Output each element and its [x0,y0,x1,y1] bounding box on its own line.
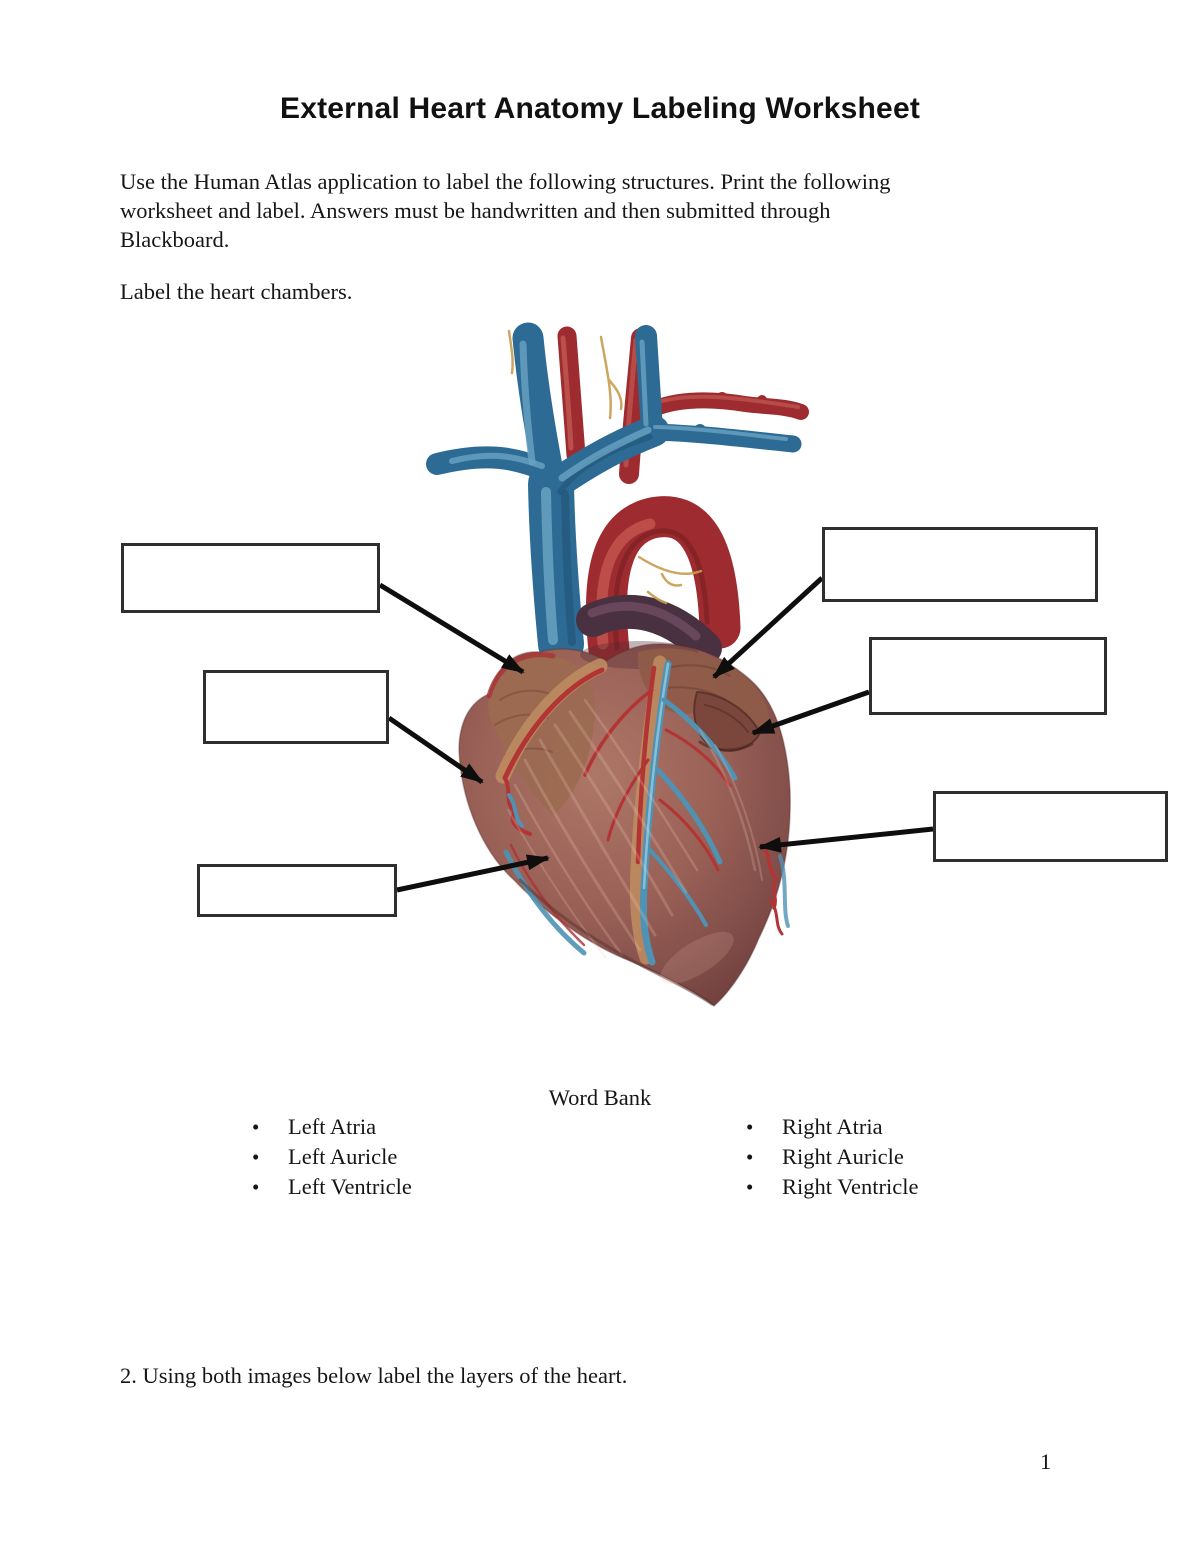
word-bank-item [252,1172,412,1202]
heart-illustration [437,331,801,1006]
heart-body [459,641,790,1006]
bullet-icon: • [252,1145,260,1169]
bullet-icon: • [746,1115,754,1139]
label-arrow-1 [380,585,523,672]
bullet-icon: • [252,1175,260,1199]
word-bank-left-list [252,1112,412,1202]
question-2-text: 2. Using both images below label the layers of the heart. [120,1363,628,1388]
bullet-icon: • [746,1145,754,1169]
bullet-icon: • [746,1175,754,1199]
word-bank-right-list [746,1112,918,1202]
word-bank-item [746,1112,918,1142]
word-bank-item [252,1142,412,1172]
intro-line-2: worksheet and label. Answers must be handwritten and then submitted through [120,198,831,223]
word-bank-item-label: Left Atria [288,1114,377,1139]
word-bank-item [746,1172,918,1202]
word-bank-item-label: Left Ventricle [288,1174,412,1199]
word-bank-item [252,1112,412,1142]
page-title: External Heart Anatomy Labeling Worksheet [279,92,921,125]
page-number: 1 [1040,1449,1052,1474]
answer-box-4[interactable] [822,527,1098,602]
answer-box-6[interactable] [933,791,1168,862]
answer-box-5[interactable] [869,637,1107,715]
answer-box-1[interactable] [121,543,380,613]
word-bank-item-label: Left Auricle [288,1144,398,1169]
word-bank-item-label: Right Atria [782,1114,883,1139]
bullet-icon: • [252,1115,260,1139]
intro-line-1: Use the Human Atlas application to label the following structures. Print the following [120,169,891,194]
intro-line-3: Blackboard. [120,227,230,252]
word-bank-item-label: Right Auricle [782,1144,904,1169]
answer-box-3[interactable] [197,864,397,917]
word-bank-heading: Word Bank [548,1085,652,1110]
section1-prompt: Label the heart chambers. [120,279,353,304]
word-bank-item [746,1142,918,1172]
answer-box-2[interactable] [203,670,389,744]
word-bank-item-label: Right Ventricle [782,1174,919,1199]
